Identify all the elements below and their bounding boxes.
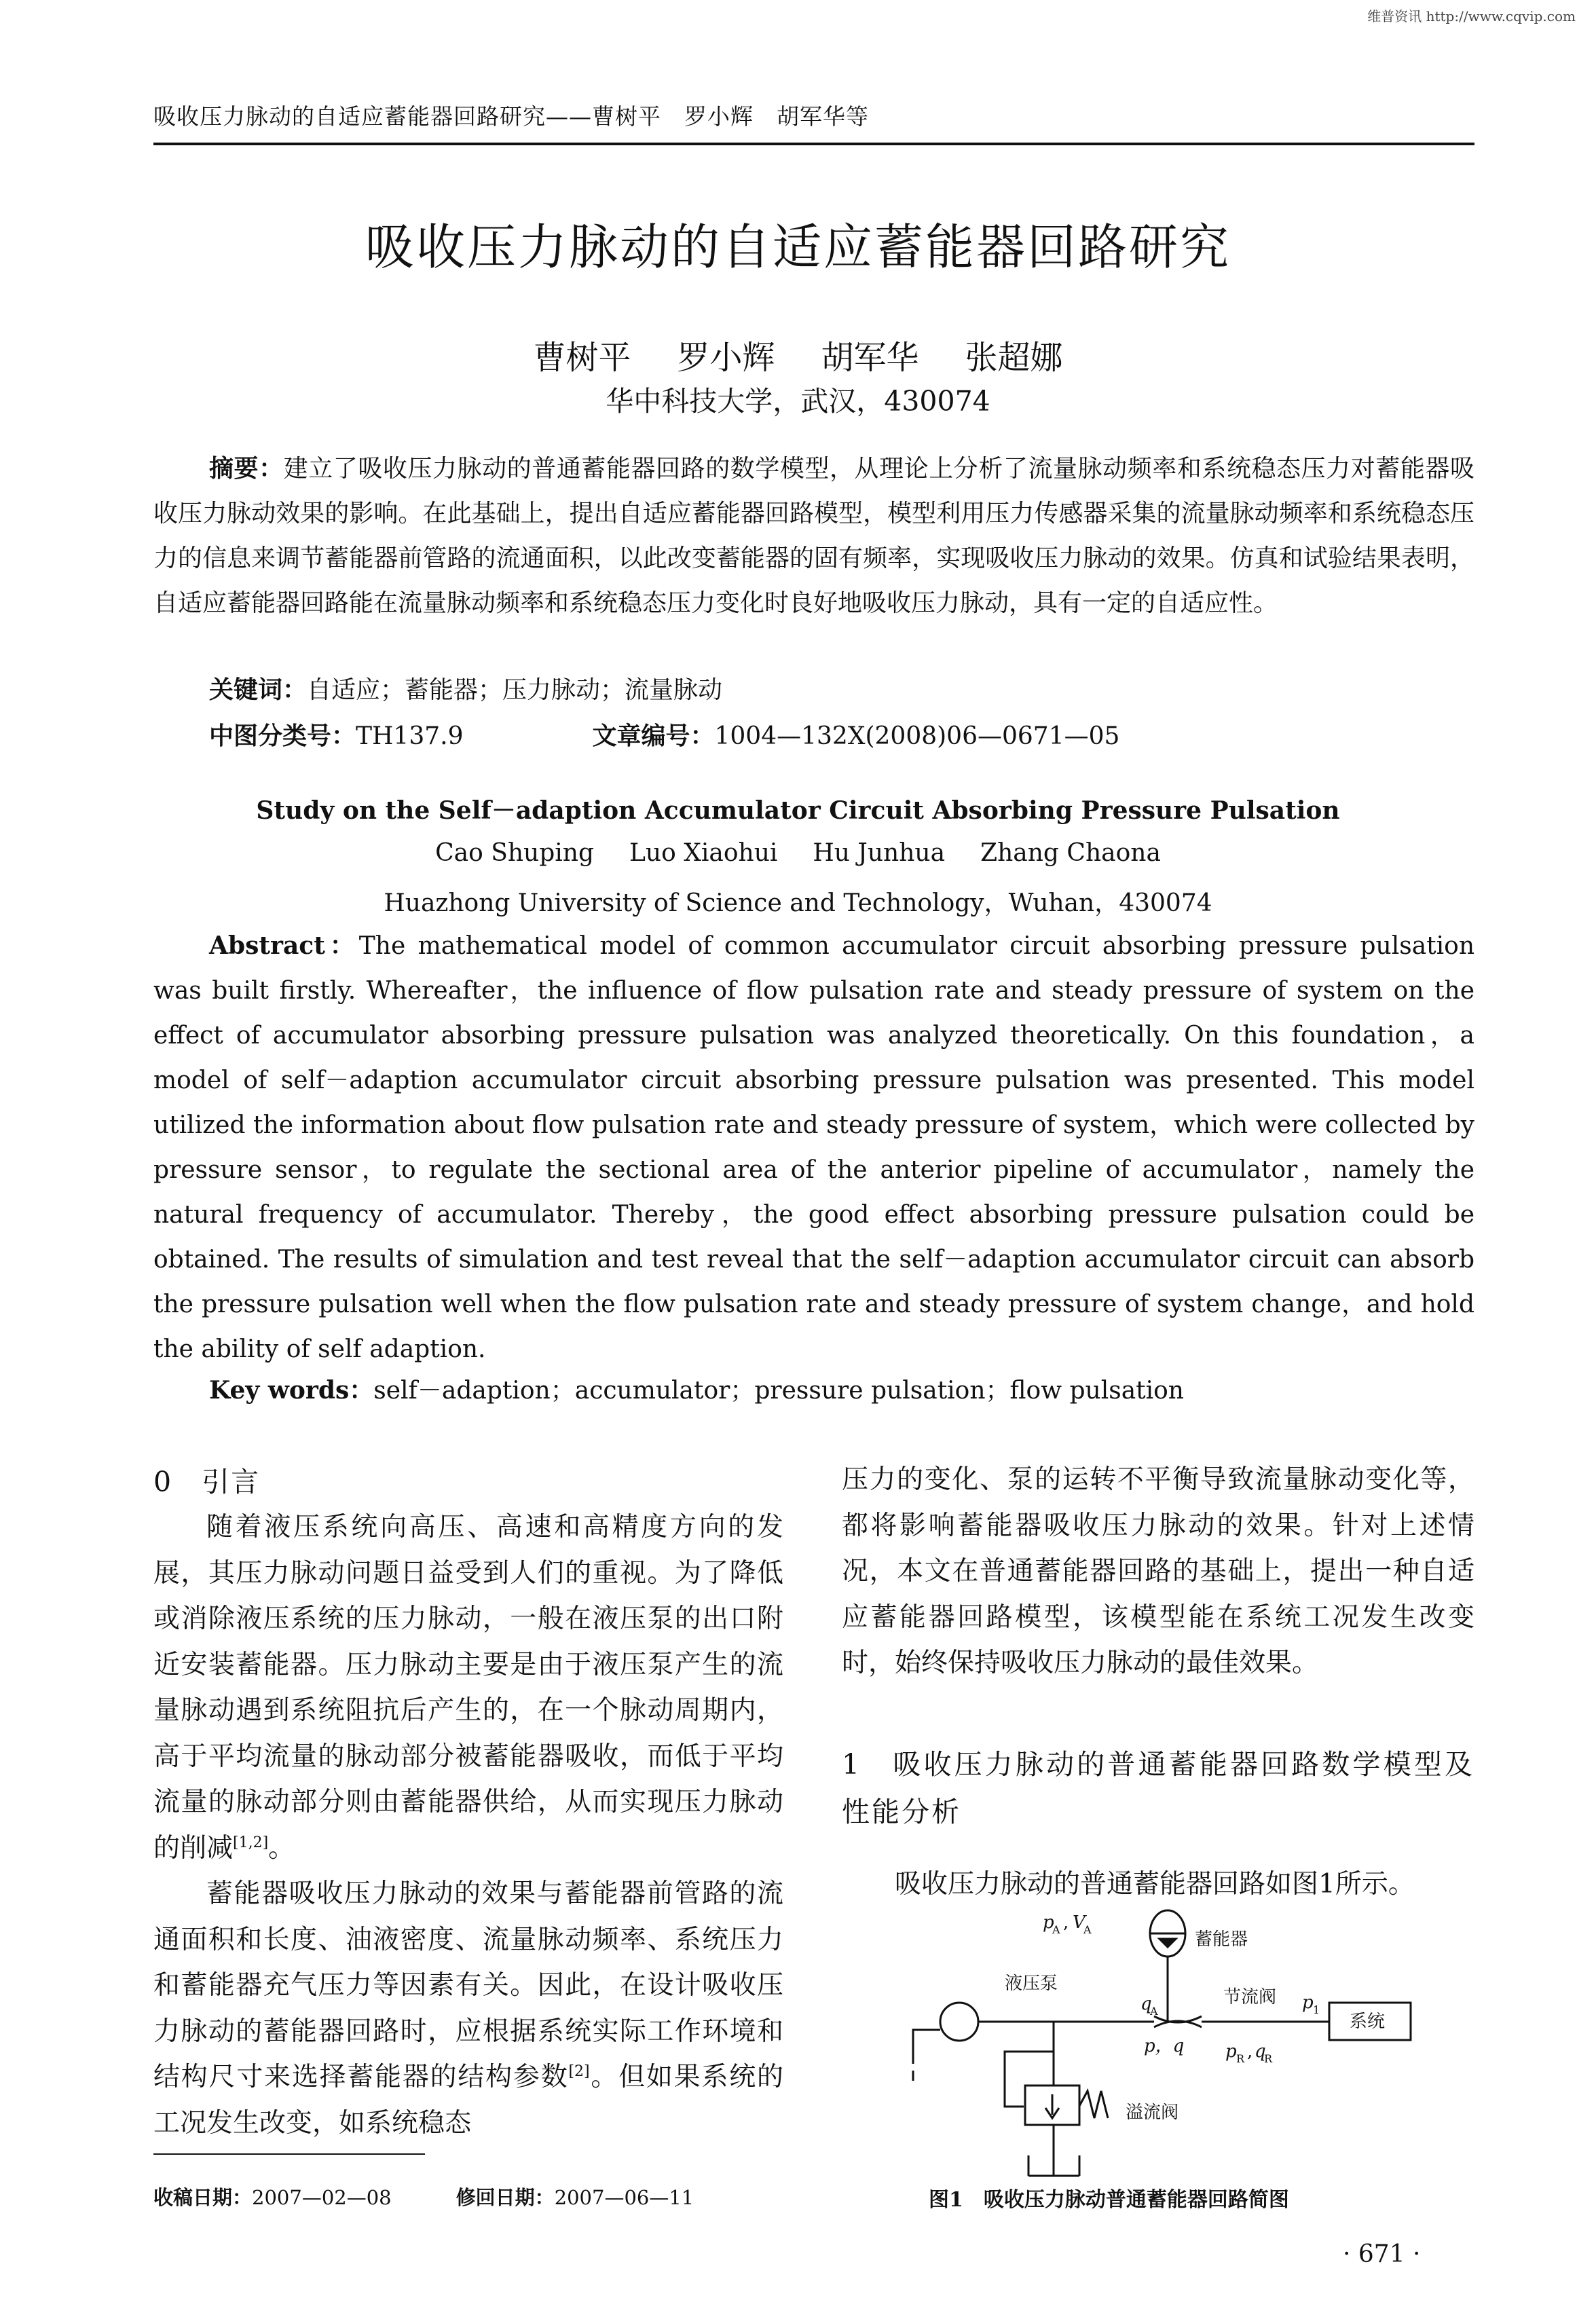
right-paragraph-1: 压力的变化、泵的运转不平衡导致流量脉动变化等，都将影响蓄能器吸收压力脉动的效果。针对上述情况，本文在普通蓄能器回路的基础上，提出一种自适应蓄能器回路模型，该模型能在系统工况发生改变时，始终保持吸收压力脉动的最佳效果。 (842, 1464, 1474, 1678)
author: 曹树平 (533, 339, 631, 377)
running-header: 吸收压力脉动的自适应蓄能器回路研究——曹树平 罗小辉 胡军华等 (153, 103, 869, 130)
author-en: Hu Junhua (813, 839, 946, 867)
author: 胡军华 (821, 339, 919, 377)
label-pA: p (1043, 1912, 1054, 1933)
label-pR: p (1225, 2041, 1237, 2062)
keywords-en-text: self－adaption；accumulator；pressure pulsation；flow pulsation (373, 1377, 1184, 1405)
label-qA-sub: A (1150, 2005, 1158, 2018)
label-accumulator: 蓄能器 (1195, 1929, 1248, 1950)
footnote (153, 2183, 694, 2210)
label-p1: p (1302, 1993, 1314, 2013)
page-title: 吸收压力脉动的自适应蓄能器回路研究 (365, 219, 1231, 276)
figure-1-circuit-diagram (910, 1908, 1487, 2179)
revised-date: 2007—06—11 (554, 2186, 694, 2209)
author: 张超娜 (965, 339, 1063, 377)
abstract-cn (153, 447, 1474, 626)
figure-caption: 图1 吸收压力脉动普通蓄能器回路简图 (929, 2188, 1289, 2212)
classification (209, 717, 1119, 752)
left-paragraph-2 (153, 1871, 783, 2146)
label-VA: V (1073, 1912, 1085, 1933)
left-p1-end: 。 (268, 1832, 295, 1864)
keywords-cn (209, 671, 722, 705)
revised-label: 修回日期： (456, 2186, 555, 2209)
page-number: · 671 · (1343, 2240, 1421, 2268)
label-qR: q (1255, 2041, 1266, 2062)
abstract-en-label: Abstract： (209, 931, 359, 960)
label-p1-sub: 1 (1313, 2003, 1320, 2016)
abstract-en (153, 923, 1474, 1372)
label-pA-sub: A (1052, 1923, 1060, 1936)
section-0-heading: 0 引言 (153, 1466, 261, 1498)
label-pR-sub: R (1236, 2052, 1245, 2065)
received-date: 2007—02—08 (252, 2186, 392, 2209)
authors-en (0, 839, 1596, 867)
svg-text:,: , (1063, 1912, 1069, 1933)
classification-label: 中图分类号： (209, 722, 356, 750)
author-en: Cao Shuping (435, 839, 595, 867)
svg-text:,: , (1247, 2041, 1253, 2062)
keywords-en-label: Key words： (209, 1376, 374, 1405)
classification-value: TH137.9 (356, 722, 464, 750)
author: 罗小辉 (677, 339, 775, 377)
label-qA: q (1140, 1994, 1152, 2014)
left-p1-text: 随着液压系统向高压、高速和高精度方向的发展，其压力脉动问题日益受到人们的重视。为了降低或消除液压系统的压力脉动，一般在液压泵的出口附近安装蓄能器。压力脉动主要是由于液压泵产生的流量脉动遇到系统阻抗后产生的，在一个脉动周期内，高于平均流量的脉动部分被蓄能器吸收，而低于平均流量的脉动部分则由蓄能器供给，从而实现压力脉动的削减 (153, 1512, 783, 1864)
right-paragraph-2: 吸收压力脉动的普通蓄能器回路如图1所示。 (895, 1869, 1415, 1899)
citation: [2] (568, 2063, 590, 2080)
label-throttle: 节流阀 (1223, 1987, 1277, 2007)
keywords-cn-label: 关键词： (209, 676, 308, 704)
abstract-en-text: The mathematical model of common accumulator circuit absorbing pressure pulsation was built firstly. Whereafter，the influence of flow pulsation rate and steady pressure of system on the effect of accumulator absorbing pressure pulsation was analyzed theoretically. On this foundation，a model of self－adaption accumulator circuit absorbing pressure pulsation was presented. This model utilized the information about flow pulsation rate and steady pressure of system，which were collected by pressure sensor，to regulate the sectional area of the anterior pipeline of accumulator，namely the natural frequency of accumulator. Thereby，the good effect absorbing pressure pulsation could be obtained. The results of simulation and test reveal that the self－adaption accumulator circuit can absorb the pressure pulsation well when the flow pulsation rate and steady pressure of system change，and hold the ability of self adaption. (153, 932, 1475, 1363)
footnote-rule (153, 2153, 425, 2155)
watermark: 维普资讯 http://www.cqvip.com (1367, 8, 1576, 24)
label-qR-sub: R (1264, 2052, 1273, 2065)
keywords-cn-text: 自适应；蓄能器；压力脉动；流量脉动 (307, 676, 723, 704)
abstract-cn-text: 建立了吸收压力脉动的普通蓄能器回路的数学模型，从理论上分析了流量脉动频率和系统稳态压力对蓄能器吸收压力脉动效果的影响。在此基础上，提出自适应蓄能器回路模型，模型利用压力传感器采集的流量脉动频率和系统稳态压力的信息来调节蓄能器前管路的流通面积，以此改变蓄能器的固有频率，实现吸收压力脉动的效果。仿真和试验结果表明，自适应蓄能器回路能在流量脉动频率和系统稳态压力变化时良好地吸收压力脉动，具有一定的自适应性。 (153, 455, 1474, 617)
left-p2-end: 。但如果系统的工况发生改变，如系统稳态 (153, 2062, 783, 2138)
authors-cn (0, 331, 1596, 378)
header-rule (153, 143, 1474, 145)
label-pq: p，q (1144, 2036, 1185, 2056)
label-VA-sub: A (1083, 1923, 1092, 1936)
title-en: Study on the Self－adaption Accumulator Circuit Absorbing Pressure Pulsation (256, 796, 1340, 825)
abstract-cn-label: 摘要： (209, 455, 284, 483)
label-pump: 液压泵 (1005, 1973, 1058, 1994)
author-en: Luo Xiaohui (629, 839, 778, 867)
author-en: Zhang Chaona (980, 839, 1161, 867)
affiliation-cn: 华中科技大学，武汉，430074 (606, 385, 990, 418)
article-number-value: 1004—132X(2008)06—0671—05 (714, 722, 1120, 750)
label-relief-valve: 溢流阀 (1126, 2102, 1179, 2123)
section-1-heading: 1 吸收压力脉动的普通蓄能器回路数学模型及性能分析 (842, 1748, 1474, 1828)
citation: [1,2] (233, 1834, 269, 1851)
keywords-en (209, 1371, 1184, 1406)
pump-symbol (940, 2003, 978, 2041)
article-number-label: 文章编号： (592, 722, 715, 750)
left-paragraph-1 (153, 1504, 783, 1871)
label-system: 系统 (1350, 2012, 1386, 2032)
received-label: 收稿日期： (153, 2186, 253, 2209)
left-p2-text: 蓄能器吸收压力脉动的效果与蓄能器前管路的流通面积和长度、油液密度、流量脉动频率、系统压力和蓄能器充气压力等因素有关。因此，在设计吸收压力脉动的蓄能器回路时，应根据系统实际工作环境和结构尺寸来选择蓄能器的结构参数 (153, 1878, 783, 2092)
affiliation-en: Huazhong University of Science and Technology，Wuhan，430074 (384, 889, 1212, 917)
